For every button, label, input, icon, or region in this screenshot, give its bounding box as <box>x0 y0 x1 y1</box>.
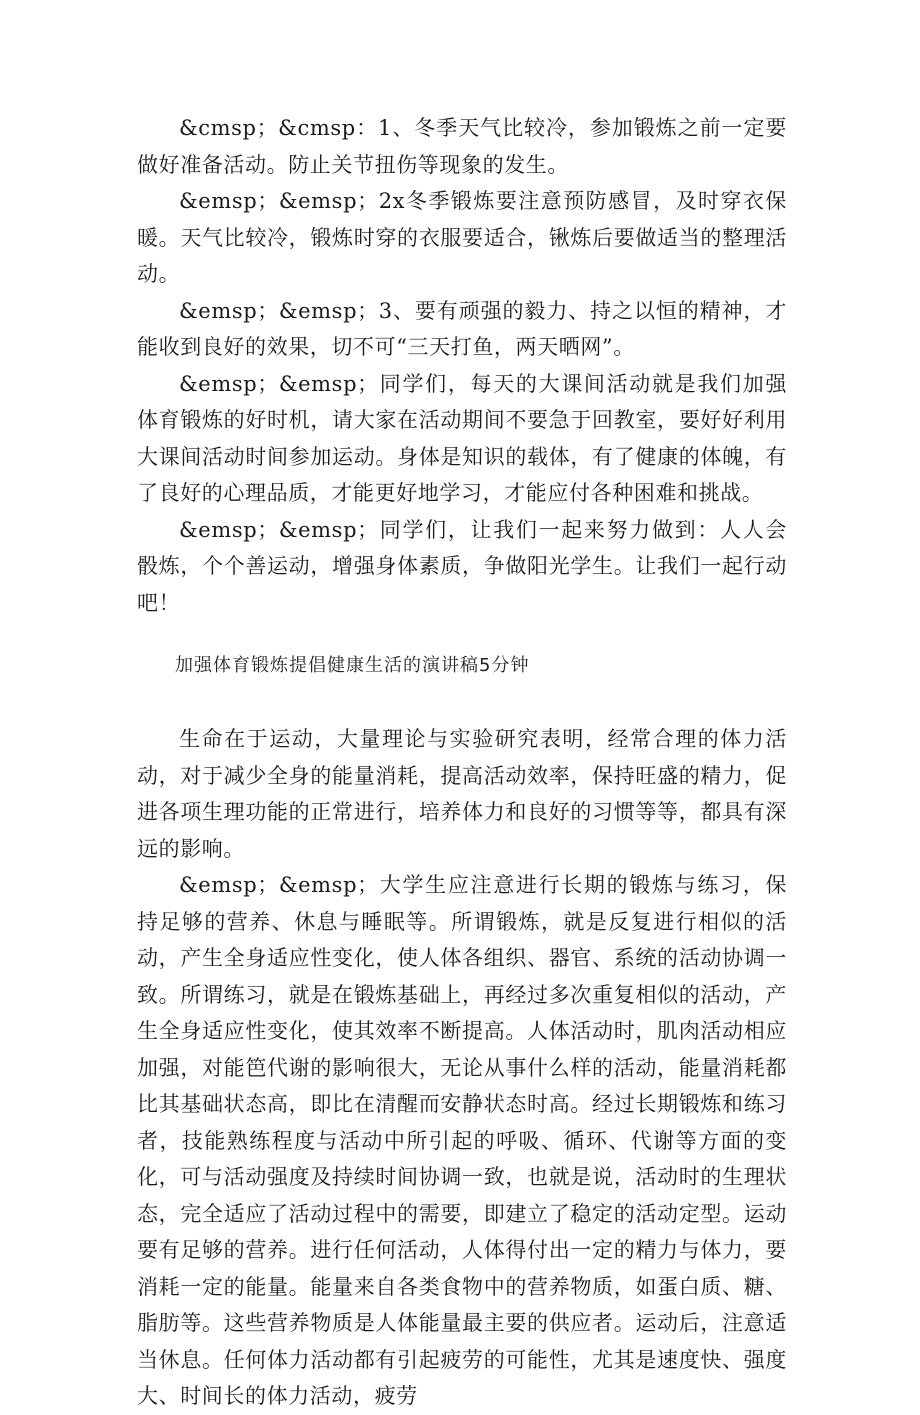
document-page <box>137 110 787 1415</box>
paragraph-closing-call: &emsp；&emsp；同学们，让我们一起来努力做到：人人会骰炼，个个善运动，增强身体素质，争做阳光学生。让我们一起行动吧！ <box>137 517 787 615</box>
paragraph-long-term-training: &emsp；&emsp；大学生应注意进行长期的锻炼与练习，保持足够的营养、休息与睡眠等。所谓锻炼，就是反复进行相似的活动，产生全身适应性变化，使人体各组织、器官、系统的活动协调一致。所谓练习，就是在锻炼基础上，再经过多次重复相似的活动，产生全身适应性变化，使其效率不断提高。人体活动时，肌肉活动相应加强，对能笆代谢的影响很大，无论从事什么样的活动，能量消耗都比其基础状态高，即比在清醒而安静状态时高。经过长期锻炼和练习者，技能熟练程度与活动中所引起的呼吸、循环、代谢等方面的变化，可与活动强度及持续时间协调一致，也就是说，活动时的生理状态，完全适应了活动过程中的需要，即建立了稳定的活动定型。运动要有足够的营养。进行任何活动，人体得付出一定的精力与体力，要消耗一定的能量。能量来自各类食物中的营养物质，如蛋白质、糖、脂肪等。这些营养物质是人体能量最主要的供应者。运动后，注意适当休息。任何体力活动都有引起疲劳的可能性，尤其是速度快、强度大、时间长的体力活动，疲劳 <box>137 873 787 1408</box>
article-body-section <box>137 721 787 1415</box>
paragraph-perseverance: &emsp；&emsp；3、要有顽强的毅力、持之以恒的精神，才能收到良好的效果，切不可“三天打鱼，两天晒网”。 <box>137 298 787 359</box>
paragraph-life-in-motion: 生命在于运动，大量理论与实验研究表明，经常合理的体力活动，对于减少全身的能量消耗，提高活动效率，保持旺盛的精力，促进各项生理功能的正常进行，培养体力和良好的习惯等等，都具有深远的影响。 <box>137 727 787 861</box>
paragraph-winter-warmup: &cmsp；&cmsp：1、冬季天气比较冷，参加锻炼之前一定要做好准备活动。防止关节扭伤等现象的发生。 <box>137 116 787 177</box>
paragraph-prevent-cold: &emsp；&emsp；2x冬季锻炼要注意预防感冒，及时穿衣保暖。天气比较冷，锻炼时穿的衣服要适合，锹炼后要做适当的整理活动。 <box>137 189 787 286</box>
article-title: 加强体育锻炼提倡健康生活的演讲稿5分钟 <box>175 655 530 676</box>
paragraph-break-activity: &emsp；&emsp；同学们，每天的大课间活动就是我们加强体育锻炼的好时机，请大家在活动期间不要急于回教室，要好好利用大课间活动时间参加运动。身体是知识的载体，有了健康的体魄，有了良好的心理品质，才能更好地学习，才能应付各种困难和挑战。 <box>137 371 787 505</box>
speech-body-section <box>137 110 787 621</box>
